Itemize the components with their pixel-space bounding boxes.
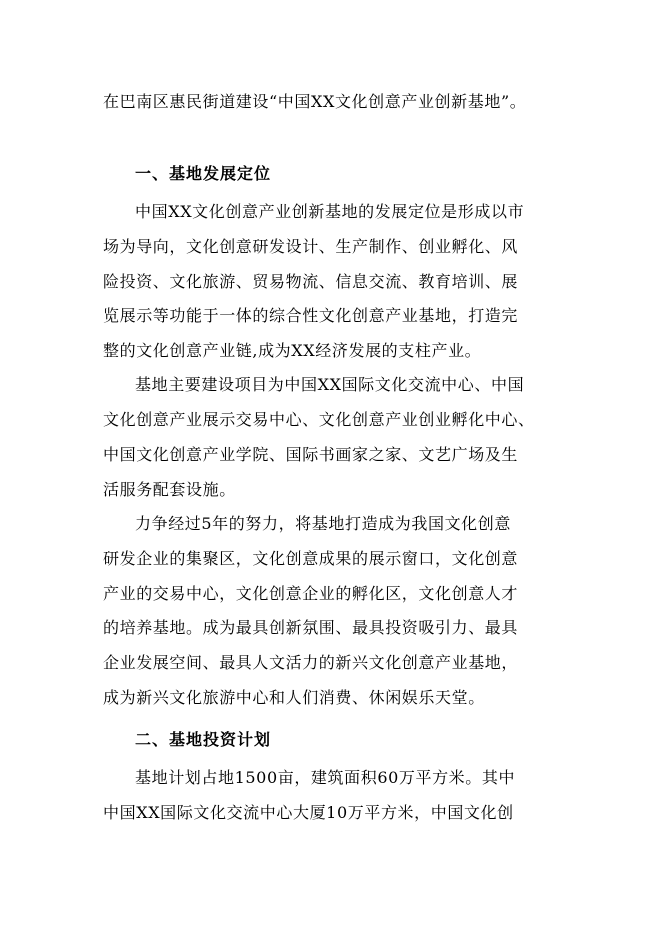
- paragraph-line: 的培养基地。成为最具创新氛围、最具投资吸引力、最具: [103, 618, 519, 637]
- paragraph-line: 场为导向，文化创意研发设计、生产制作、创业孵化、风: [103, 237, 519, 256]
- paragraph-line: 险投资、文化旅游、贸易物流、信息交流、教育培训、展: [103, 272, 519, 291]
- paragraph-line: 中国XX国际文化交流中心大厦10万平方米，中国文化创: [103, 803, 514, 822]
- paragraph-line: 企业发展空间、最具人文活力的新兴文化创意产业基地，: [103, 653, 519, 672]
- paragraph-line: 产业的交易中心，文化创意企业的孵化区，文化创意人才: [103, 584, 519, 603]
- section-heading-1: 一、基地发展定位: [135, 164, 272, 183]
- paragraph-line: 览展示等功能于一体的综合性文化创意产业基地，打造完: [103, 306, 519, 325]
- paragraph-line: 活服务配套设施。: [103, 480, 236, 499]
- paragraph-line: 文化创意产业展示交易中心、文化创意产业创业孵化中心、: [103, 410, 535, 429]
- paragraph-line: 力争经过5年的努力，将基地打造成为我国文化创意: [135, 514, 511, 533]
- section-heading-2: 二、基地投资计划: [135, 730, 272, 749]
- paragraph-line: 基地主要建设项目为中国XX国际文化交流中心、中国: [135, 375, 525, 394]
- paragraph-line: 研发企业的集聚区，文化创意成果的展示窗口，文化创意: [103, 549, 519, 568]
- paragraph-line: 中国文化创意产业学院、国际书画家之家、文艺广场及生: [103, 445, 519, 464]
- paragraph-line: 基地计划占地1500亩，建筑面积60万平方米。其中: [135, 768, 516, 787]
- intro-line: 在巴南区惠民街道建设“中国XX文化创意产业创新基地”。: [103, 92, 527, 111]
- paragraph-line: 整的文化创意产业链,成为XX经济发展的支柱产业。: [103, 341, 482, 360]
- paragraph-line: 成为新兴文化旅游中心和人们消费、休闲娱乐天堂。: [103, 688, 485, 707]
- paragraph-line: 中国XX文化创意产业创新基地的发展定位是形成以市: [135, 202, 525, 221]
